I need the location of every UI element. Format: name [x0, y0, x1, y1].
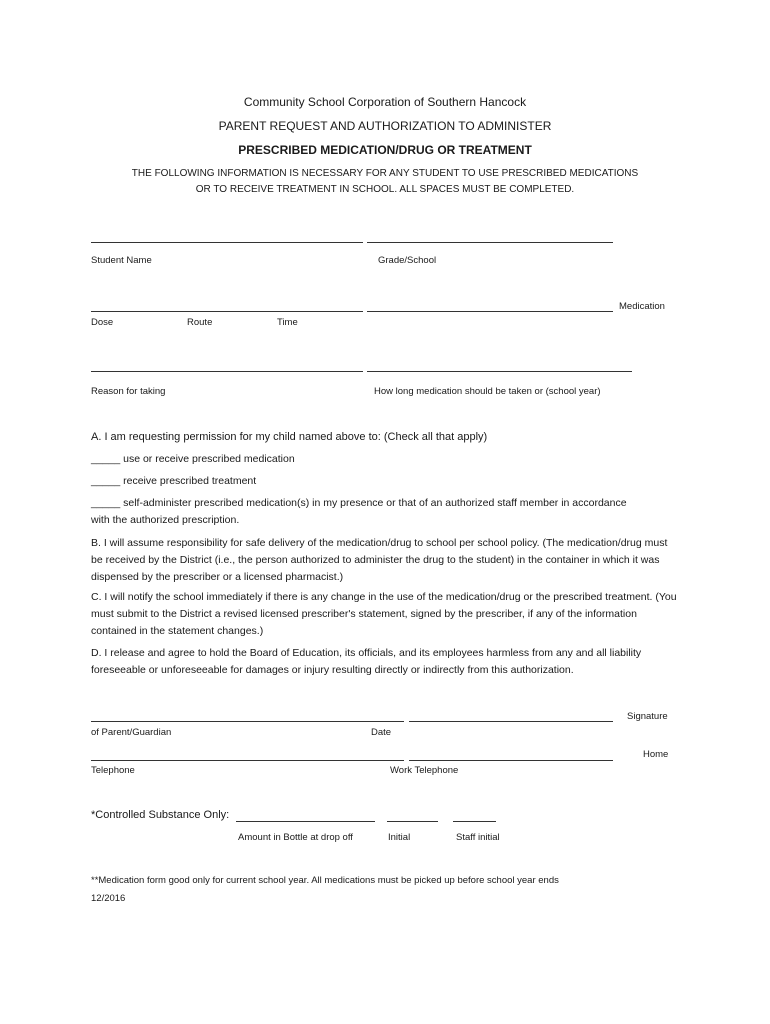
staff-initial-line[interactable]: [453, 821, 496, 822]
amount-in-bottle-line[interactable]: [236, 821, 375, 822]
option-receive-treatment[interactable]: _____ receive prescribed treatment: [91, 475, 257, 487]
home-label: Home: [643, 749, 669, 760]
section-c-text: C. I will notify the school immediately if there is any change in the use of the medication/drug or the prescribed treatment. (You must submit to the District a revised licensed prescriber's statement, signed by the prescriber, if any of the information contained in the statement changes.): [91, 591, 677, 637]
route-label: Route: [187, 317, 213, 328]
option-self-administer-cont: with the authorized prescription.: [91, 514, 240, 526]
grade-school-label: Grade/School: [378, 255, 437, 266]
dose-route-time-line[interactable]: [91, 311, 363, 312]
notice-line-1: THE FOLLOWING INFORMATION IS NECESSARY FOR ANY STUDENT TO USE PRESCRIBED MEDICATIONS: [131, 168, 639, 179]
form-subtitle: PRESCRIBED MEDICATION/DRUG OR TREATMENT: [238, 143, 532, 157]
form-title: PARENT REQUEST AND AUTHORIZATION TO ADMINISTER: [218, 119, 552, 133]
staff-initial-label: Staff initial: [456, 832, 500, 843]
organization-name: Community School Corporation of Southern Hancock: [243, 95, 527, 109]
medication-label: Medication: [619, 301, 665, 312]
work-telephone-line[interactable]: [409, 760, 613, 761]
work-telephone-label: Work Telephone: [390, 765, 459, 776]
time-label: Time: [277, 317, 298, 328]
dose-label: Dose: [91, 317, 114, 328]
signature-label: Signature: [627, 711, 668, 722]
initial-label: Initial: [388, 832, 411, 843]
student-name-label: Student Name: [91, 255, 152, 266]
how-long-line[interactable]: [367, 371, 632, 372]
home-telephone-line[interactable]: [91, 760, 404, 761]
parent-signature-line[interactable]: [91, 721, 404, 722]
how-long-label: How long medication should be taken or (school year): [374, 386, 601, 397]
footer-note: **Medication form good only for current school year. All medications must be picked up before school year ends: [91, 875, 559, 886]
controlled-substance-label: *Controlled Substance Only:: [91, 809, 230, 821]
medication-line[interactable]: [367, 311, 613, 312]
date-label: Date: [371, 727, 392, 738]
notice-line-2: OR TO RECEIVE TREATMENT IN SCHOOL. ALL SPACES MUST BE COMPLETED.: [195, 184, 575, 195]
grade-school-line[interactable]: [367, 242, 613, 243]
section-d-text: D. I release and agree to hold the Board of Education, its officials, and its employees harmless from any and all liability foreseeable or unforeseeable for damages or injury resulting directly or indirectly from this authorization.: [91, 647, 642, 676]
amount-in-bottle-label: Amount in Bottle at drop off: [238, 832, 353, 843]
telephone-label: Telephone: [91, 765, 135, 776]
reason-line[interactable]: [91, 371, 363, 372]
initial-line[interactable]: [387, 821, 438, 822]
revision-date: 12/2016: [91, 893, 126, 904]
option-use-medication[interactable]: _____ use or receive prescribed medication: [91, 453, 295, 465]
reason-label: Reason for taking: [91, 386, 166, 397]
date-line[interactable]: [409, 721, 613, 722]
section-a-intro: A. I am requesting permission for my child named above to: (Check all that apply): [91, 431, 488, 443]
parent-guardian-label: of Parent/Guardian: [91, 727, 172, 738]
option-self-administer[interactable]: _____ self-administer prescribed medication(s) in my presence or that of an authorized staff member in accordance: [91, 497, 627, 509]
section-b-text: B. I will assume responsibility for safe delivery of the medication/drug to school per school policy. (The medication/drug must be received by the District (i.e., the person authorized to administer the drug to the student) in the container in which it was dispensed by the prescriber or a licensed pharmacist.): [91, 537, 668, 583]
student-name-line[interactable]: [91, 242, 363, 243]
